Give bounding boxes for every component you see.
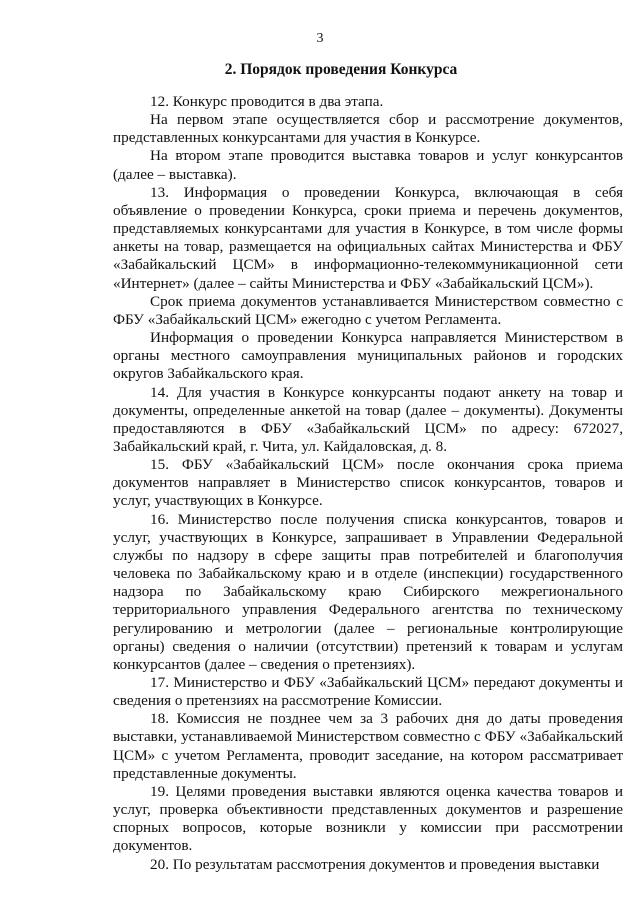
paragraph: На втором этапе проводится выставка товаров и услуг конкурсантов (далее – выставка). — [113, 147, 623, 183]
page-number: 3 — [316, 31, 324, 46]
paragraph: Срок приема документов устанавливается Министерством совместно с ФБУ «Забайкальский ЦСМ» ежегодно с учетом Регламента. — [113, 292, 623, 328]
paragraph: 18. Комиссия не позднее чем за 3 рабочих дня до даты проведения выставки, устанавливаемой Министерством совместно с ФБУ «Забайкальский ЦСМ» с учетом Регламента, проводит заседание, на котором рассматривает представленные документы. — [113, 710, 623, 782]
paragraph: 16. Министерство после получения списка конкурсантов, товаров и услуг, участвующих в Конкурсе, запрашивает в Управлении Федеральной службы по надзору в сфере защиты прав потребителей и благополучия человека по Забайкальскому краю и в отделе (инспекции) государственного надзора по Забайкальскому краю Сибирского межрегионального территориального управления Федерального агентства по техническому регулированию и метрологии (далее – региональные контролирующие органы) сведения о наличии (отсутствии) претензий к товарам и услугам конкурсантов (далее – сведения о претензиях). — [113, 510, 623, 673]
paragraph: 20. По результатам рассмотрения документов и проведения выставки — [150, 855, 600, 873]
paragraph: Информация о проведении Конкурса направляется Министерством в органы местного самоуправления муниципальных районов и городских округов Забайкальского края. — [113, 329, 623, 383]
paragraph: 19. Целями проведения выставки являются оценка качества товаров и услуг, проверка объективности представленных документов и разрешение спорных вопросов, которые возникли у комиссии при рассмотрении документов. — [113, 782, 623, 855]
paragraph: 14. Для участия в Конкурсе конкурсанты подают анкету на товар и документы, определенные анкетой на товар (далее – документы). Документы предоставляются в ФБУ «Забайкальский ЦСМ» по адресу: 672027, Забайкальский край, г. Чита, ул. Кайдаловская, д. 8. — [113, 383, 623, 455]
section-heading: 2. Порядок проведения Конкурса — [224, 61, 458, 78]
paragraph: 13. Информация о проведении Конкурса, включающая в себя объявление о проведении Конкурса, сроки приема и перечень документов, представляемых конкурсантами для участия в Конкурсе, в том числе формы анкеты на товар, размещается на официальных сайтах Министерства и ФБУ «Забайкальский ЦСМ» в информационно-телекоммуникационной сети «Интернет» (далее – сайты Министерства и ФБУ «Забайкальский ЦСМ»). — [113, 183, 623, 292]
paragraph: 15. ФБУ «Забайкальский ЦСМ» после окончания срока приема документов направляет в Министерство список конкурсантов, товаров и услуг, участвующих в Конкурсе. — [113, 456, 623, 510]
paragraph: На первом этапе осуществляется сбор и рассмотрение документов, представленных конкурсантами для участия в Конкурсе. — [113, 111, 623, 147]
document-body — [113, 93, 623, 874]
paragraph: 12. Конкурс проводится в два этапа. — [150, 93, 384, 110]
paragraph: 17. Министерство и ФБУ «Забайкальский ЦСМ» передают документы и сведения о претензиях на рассмотрение Комиссии. — [113, 674, 623, 710]
